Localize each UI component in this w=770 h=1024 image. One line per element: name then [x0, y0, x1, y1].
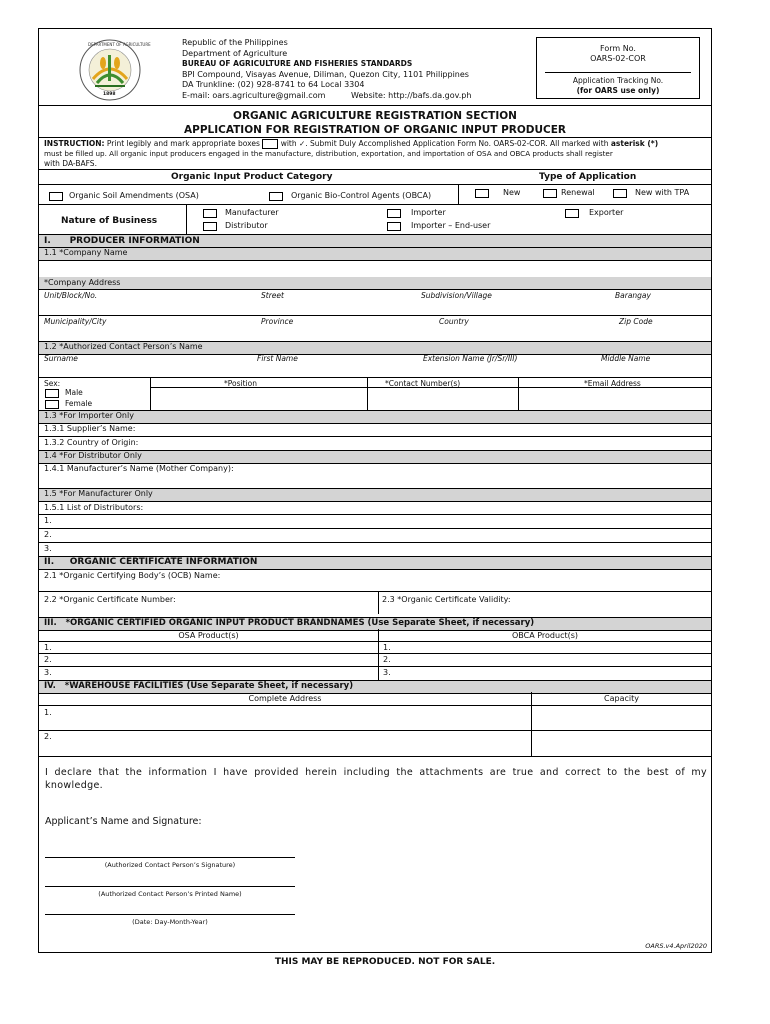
municipality-label: Municipality/City	[44, 317, 107, 326]
importer-only-row	[39, 410, 711, 424]
exporter-label: Exporter	[589, 208, 624, 217]
renewal-checkbox[interactable]	[543, 189, 557, 198]
osa-product-2[interactable]: 2.	[44, 655, 52, 664]
header-divider	[39, 105, 711, 106]
distributor-label: Distributor	[225, 221, 268, 230]
cert-number-label: 2.2 *Organic Certificate Number:	[44, 595, 176, 604]
header-address: BPI Compound, Visayas Avenue, Diliman, Quezon City, 1101 Philippines	[182, 69, 469, 79]
zip-label: Zip Code	[619, 317, 653, 326]
importer-enduser-label: Importer – End-user	[411, 221, 491, 230]
declaration-text: I declare that the information I have provided herein including the attachments are true and correct to the best of my knowledge.	[45, 767, 707, 791]
section1-heading: I. PRODUCER INFORMATION	[44, 236, 200, 246]
distributor-checkbox[interactable]	[203, 222, 217, 231]
company-name-label: 1.1 *Company Name	[44, 248, 128, 257]
section4-heading: IV. *WAREHOUSE FACILITIES (Use Separate Sheet, if necessary)	[44, 681, 354, 691]
contact-number-field[interactable]	[368, 389, 518, 409]
unit-label: Unit/Block/No.	[44, 291, 98, 300]
osa-product-3[interactable]: 3.	[44, 668, 52, 677]
instruction-line1: INSTRUCTION: Print legibly and mark appropriate boxes with ✓. Submit Duly Accomplished Application Form No. OARS-02-COR. All marked with asterisk (*)	[44, 139, 659, 148]
distributor-only-label: 1.4 *For Distributor Only	[44, 451, 142, 460]
renewal-label: Renewal	[561, 188, 595, 197]
address-line1-field[interactable]	[39, 299, 711, 315]
company-name-label-row	[39, 247, 711, 261]
ocb-field[interactable]	[39, 581, 711, 591]
ocb-label: 2.1 *Organic Certifying Body’s (OCB) Name:	[44, 571, 221, 580]
form-no-value: OARS-02-COR	[590, 54, 646, 63]
instruction-line2: must be filled up. All organic input producers engaged in the manufacture, distribution, exportation, and importation of OSA and OBCA products shall register	[44, 149, 613, 158]
form-number-box	[536, 37, 700, 99]
agency-logo	[79, 39, 151, 101]
contact-number-label: *Contact Number(s)	[385, 379, 461, 388]
capacity-label: Capacity	[604, 694, 639, 703]
business-label: Nature of Business	[61, 216, 158, 226]
osa-products-label: OSA Product(s)	[178, 631, 239, 640]
email-field[interactable]	[519, 389, 709, 409]
osa-checkbox[interactable]	[49, 192, 63, 201]
obca-label: Organic Bio-Control Agents (OBCA)	[291, 191, 432, 200]
category-heading: Organic Input Product Category	[171, 172, 333, 182]
logo-year: 1898	[103, 92, 116, 97]
female-label: Female	[65, 399, 93, 408]
obca-checkbox[interactable]	[269, 192, 283, 201]
manufacturer-only-label: 1.5 *For Manufacturer Only	[44, 489, 153, 498]
supplier-name-label: 1.3.1 Supplier’s Name:	[44, 424, 136, 433]
importer-enduser-checkbox[interactable]	[387, 222, 401, 231]
osa-label: Organic Soil Amendments (OSA)	[69, 191, 199, 200]
header-email: E-mail: oars.agriculture@gmail.com	[182, 90, 326, 100]
osa-product-1[interactable]: 1.	[44, 643, 52, 652]
sample-checkbox	[262, 139, 278, 149]
warehouse-1[interactable]: 1.	[44, 708, 52, 717]
manufacturer-name-field[interactable]	[39, 475, 711, 488]
male-checkbox[interactable]	[45, 389, 59, 398]
reproduction-notice: THIS MAY BE REPRODUCED. NOT FOR SALE.	[274, 957, 496, 967]
logo-text: DEPARTMENT OF AGRICULTURE	[88, 42, 151, 47]
sex-label: Sex:	[44, 379, 61, 388]
instruction-line3: with DA-BAFS.	[44, 159, 97, 168]
surname-label: Surname	[44, 354, 78, 363]
new-tpa-checkbox[interactable]	[613, 189, 627, 198]
position-field[interactable]	[151, 389, 366, 409]
form-no-label: Form No.	[600, 44, 636, 53]
extension-label: Extension Name (Jr/Sr/III)	[423, 354, 518, 363]
male-label: Male	[65, 388, 83, 397]
new-tpa-label: New with TPA	[635, 188, 690, 197]
manufacturer-name-label: 1.4.1 Manufacturer’s Name (Mother Company):	[44, 464, 234, 473]
tracking-label: Application Tracking No.	[572, 76, 664, 85]
company-address-label-row	[39, 277, 711, 290]
street-label: Street	[261, 291, 284, 300]
distributor-2[interactable]: 2.	[44, 530, 52, 539]
section2-heading: II. ORGANIC CERTIFICATE INFORMATION	[44, 557, 258, 567]
applicant-label: Applicant’s Name and Signature:	[45, 816, 202, 827]
country-label: Country	[439, 317, 469, 326]
address-line2-field[interactable]	[39, 325, 711, 341]
importer-label: Importer	[411, 208, 446, 217]
tracking-number-field[interactable]	[545, 72, 691, 73]
contact-name-field[interactable]	[39, 363, 711, 377]
header-republic: Republic of the Philippines	[182, 38, 288, 47]
application-type-heading: Type of Application	[539, 172, 637, 182]
complete-address-label: Complete Address	[248, 694, 322, 703]
date-line[interactable]	[45, 914, 295, 915]
manufacturer-checkbox[interactable]	[203, 209, 217, 218]
header-website: Website: http://bafs.da.gov.ph	[351, 90, 472, 100]
distributor-3[interactable]: 3.	[44, 544, 52, 553]
obca-products-label: OBCA Product(s)	[511, 631, 579, 640]
printed-name-line[interactable]	[45, 886, 295, 887]
version-label: OARS.v4.April2020	[645, 942, 707, 950]
section3-heading: III. *ORGANIC CERTIFIED ORGANIC INPUT PRODUCT BRANDNAMES (Use Separate Sheet, if necessary)	[44, 618, 535, 628]
first-name-label: First Name	[257, 354, 298, 363]
header-bureau: BUREAU OF AGRICULTURE AND FISHERIES STANDARDS	[182, 59, 413, 68]
manufacturer-label: Manufacturer	[225, 208, 279, 217]
female-checkbox[interactable]	[45, 400, 59, 409]
header-department: Department of Agriculture	[182, 48, 288, 58]
signature-line[interactable]	[45, 857, 295, 858]
country-origin-label: 1.3.2 Country of Origin:	[44, 438, 139, 447]
contact-person-label: 1.2 *Authorized Contact Person’s Name	[44, 342, 203, 351]
distributor-1[interactable]: 1.	[44, 516, 52, 525]
list-distributors-label: 1.5.1 List of Distributors:	[44, 503, 144, 512]
obca-product-3[interactable]: 3.	[383, 668, 391, 677]
obca-product-1[interactable]: 1.	[383, 643, 391, 652]
cert-validity-label: 2.3 *Organic Certificate Validity:	[382, 595, 511, 604]
position-label: *Position	[224, 379, 257, 388]
warehouse-2[interactable]: 2.	[44, 732, 52, 741]
form-frame	[38, 28, 712, 953]
email-label: *Email Address	[584, 379, 641, 388]
importer-checkbox[interactable]	[387, 209, 401, 218]
header-trunkline: DA Trunkline: (02) 928-8741 to 64 Local 3304	[182, 80, 365, 89]
tracking-note: (for OARS use only)	[576, 86, 660, 95]
province-label: Province	[261, 317, 294, 326]
new-checkbox[interactable]	[475, 189, 489, 198]
title-section: ORGANIC AGRICULTURE REGISTRATION SECTION	[233, 110, 517, 122]
new-label: New	[503, 188, 521, 197]
company-name-field[interactable]	[39, 260, 711, 277]
title-application: APPLICATION FOR REGISTRATION OF ORGANIC INPUT PRODUCER	[184, 124, 566, 136]
importer-only-label: 1.3 *For Importer Only	[44, 411, 134, 420]
barangay-label: Barangay	[615, 291, 651, 300]
signature-caption: (Authorized Contact Person’s Signature)	[104, 861, 236, 869]
obca-product-2[interactable]: 2.	[383, 655, 391, 664]
middle-name-label: Middle Name	[601, 354, 651, 363]
printed-name-caption: (Authorized Contact Person’s Printed Name)	[98, 890, 242, 898]
date-caption: (Date: Day-Month-Year)	[132, 918, 208, 926]
exporter-checkbox[interactable]	[565, 209, 579, 218]
subdivision-label: Subdivision/Village	[421, 291, 492, 300]
company-address-label: *Company Address	[44, 278, 121, 287]
